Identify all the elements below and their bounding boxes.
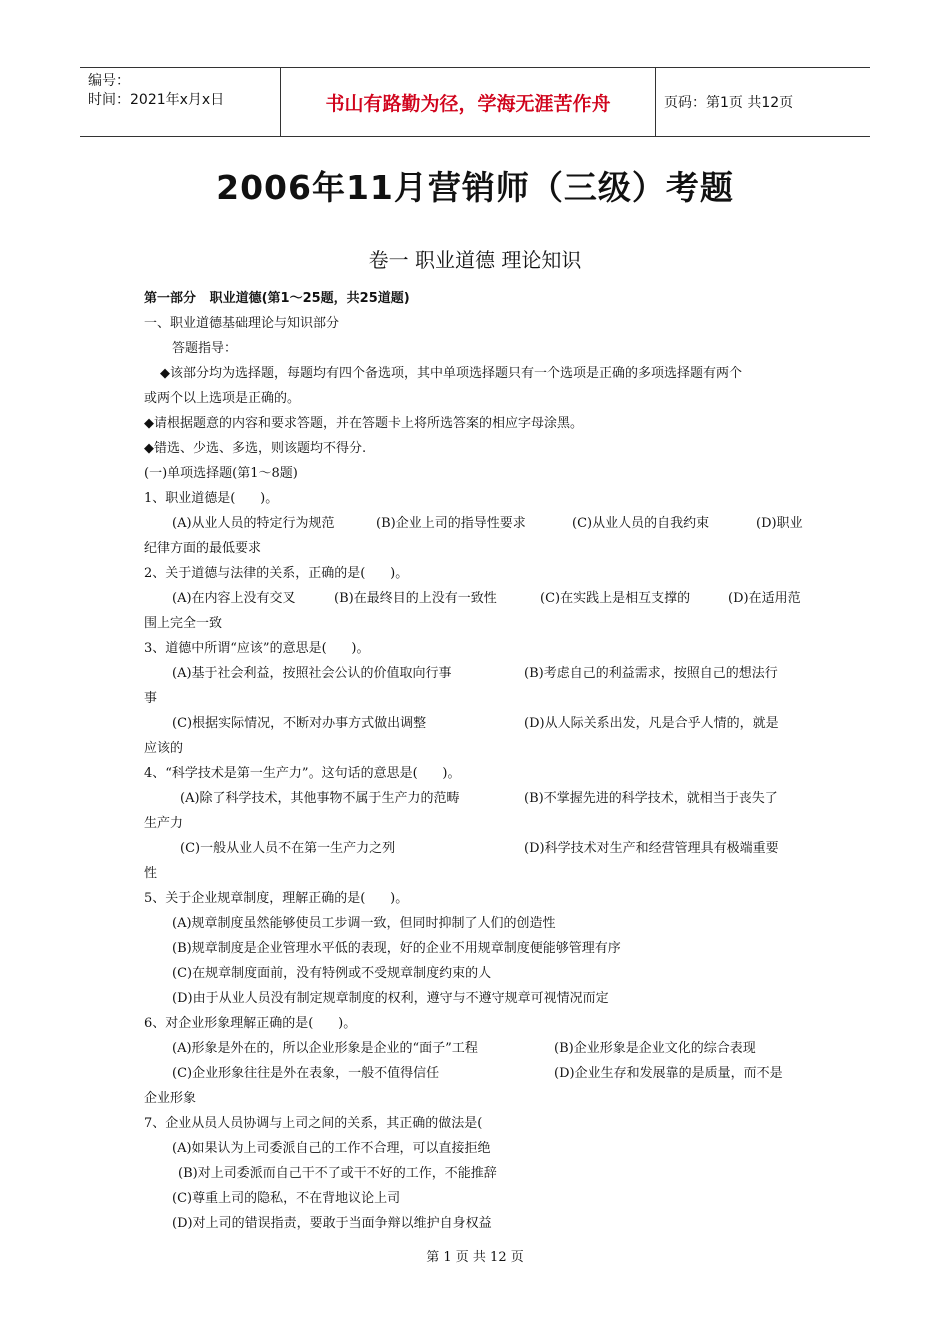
header-page-info: 页码：第1页 共12页	[664, 95, 794, 111]
page-footer: 第 1 页 共 12 页	[426, 1250, 524, 1265]
q3-option-d: (D)从人际关系出发，凡是合乎人情的，就是	[524, 716, 779, 731]
question-4-options-ab	[144, 786, 808, 811]
q2-option-d-cont: 围上完全一致	[144, 616, 223, 631]
q4-option-b: (B)不掌握先进的科学技术，就相当于丧失了	[524, 791, 778, 806]
part-title: 一、职业道德基础理论与知识部分	[144, 316, 340, 331]
q1-option-b: (B)企业上司的指导性要求	[376, 516, 526, 531]
q5-option-c: (C)在规章制度面前，没有特例或不受规章制度约束的人	[172, 966, 492, 981]
single-choice-title: (一)单项选择题(第1～8题)	[144, 466, 298, 481]
q2-option-b: (B)在最终目的上没有一致性	[334, 591, 497, 606]
q7-option-c: (C)尊重上司的隐私，不在背地议论上司	[172, 1191, 401, 1206]
rule-3: ◆错选、少选、多选，则该题均不得分.	[144, 441, 367, 456]
question-2-options	[144, 586, 808, 611]
q3-option-b-cont: 事	[144, 691, 158, 706]
page-header	[80, 67, 870, 137]
question-6-stem: 6、对企业形象理解正确的是( )。	[144, 1016, 357, 1031]
q1-option-d: (D)职业	[756, 516, 803, 531]
rule-2: ◆请根据题意的内容和要求答题，并在答题卡上将所选答案的相应字母涂黑。	[144, 416, 583, 431]
q4-option-a: (A)除了科学技术，其他事物不属于生产力的范畴	[180, 791, 460, 806]
q5-option-a: (A)规章制度虽然能够使员工步调一致，但同时抑制了人们的创造性	[172, 916, 556, 931]
q3-option-b: (B)考虑自己的利益需求，按照自己的想法行	[524, 666, 778, 681]
q6-option-a: (A)形象是外在的，所以企业形象是企业的“面子”工程	[172, 1041, 478, 1056]
question-7-stem: 7、企业从员人员协调与上司之间的关系，其正确的做法是(	[144, 1116, 483, 1131]
q4-option-d: (D)科学技术对生产和经营管理具有极端重要	[524, 841, 779, 856]
question-3-options-ab	[144, 661, 808, 686]
document-subtitle: 卷一 职业道德 理论知识	[368, 248, 582, 272]
q7-option-d: (D)对上司的错误指责，要敢于当面争辩以维护自身权益	[172, 1216, 492, 1231]
question-4-options-cd	[144, 836, 808, 861]
number-label: 编号：	[88, 73, 130, 89]
q6-option-b: (B)企业形象是企业文化的综合表现	[554, 1041, 756, 1056]
q2-option-a: (A)在内容上没有交叉	[172, 591, 296, 606]
q6-option-d: (D)企业生存和发展靠的是质量，而不是	[554, 1066, 783, 1081]
question-2-stem: 2、关于道德与法律的关系，正确的是( )。	[144, 566, 409, 581]
q6-option-c: (C)企业形象往往是外在表象，一般不值得信任	[172, 1066, 440, 1081]
q3-option-c: (C)根据实际情况，不断对办事方式做出调整	[172, 716, 427, 731]
q1-option-a: (A)从业人员的特定行为规范	[172, 516, 335, 531]
question-5-stem: 5、关于企业规章制度，理解正确的是( )。	[144, 891, 409, 906]
q7-option-b: (B)对上司委派而自己干不了或干不好的工作，不能推辞	[178, 1166, 497, 1181]
q1-option-d-cont: 纪律方面的最低要求	[144, 541, 262, 556]
question-6-options-cd	[144, 1061, 808, 1086]
guide-label: 答题指导：	[172, 341, 238, 356]
document-title: 2006年11月营销师（三级）考题	[216, 168, 734, 207]
question-1-stem: 1、职业道德是( )。	[144, 491, 279, 506]
q1-option-c: (C)从业人员的自我约束	[572, 516, 710, 531]
section-title: 第一部分 职业道德(第1～25题，共25道题)	[144, 291, 410, 306]
header-motto: 书山有路勤为径，学海无涯苦作舟	[280, 68, 656, 136]
q4-option-c: (C)一般从业人员不在第一生产力之列	[180, 841, 396, 856]
document-body	[144, 286, 808, 1236]
date-label: 时间：2021年x月x日	[88, 92, 225, 108]
q3-option-a: (A)基于社会利益，按照社会公认的价值取向行事	[172, 666, 452, 681]
rule-1: ◆该部分均为选择题，每题均有四个备选项，其中单项选择题只有一个选项是正确的多项选择题有两个	[160, 366, 742, 381]
question-1-options	[144, 511, 808, 536]
header-meta	[80, 68, 280, 136]
q4-option-d-cont: 性	[144, 866, 158, 881]
question-4-stem: 4、“科学技术是第一生产力”。这句话的意思是( )。	[144, 766, 461, 781]
q4-option-b-cont: 生产力	[144, 816, 184, 831]
q2-option-d: (D)在适用范	[728, 591, 801, 606]
q6-option-d-cont: 企业形象	[144, 1091, 197, 1106]
q5-option-b: (B)规章制度是企业管理水平低的表现，好的企业不用规章制度便能够管理有序	[172, 941, 621, 956]
q7-option-a: (A)如果认为上司委派自己的工作不合理，可以直接拒绝	[172, 1141, 491, 1156]
question-3-options-cd	[144, 711, 808, 736]
question-6-options-ab	[144, 1036, 808, 1061]
q5-option-d: (D)由于从业人员没有制定规章制度的权利，遵守与不遵守规章可视情况而定	[172, 991, 609, 1006]
q2-option-c: (C)在实践上是相互支撑的	[540, 591, 691, 606]
q3-option-d-cont: 应该的	[144, 741, 184, 756]
rule-1-cont: 或两个以上选项是正确的。	[144, 391, 301, 406]
question-3-stem: 3、道德中所谓“应该”的意思是( )。	[144, 641, 370, 656]
